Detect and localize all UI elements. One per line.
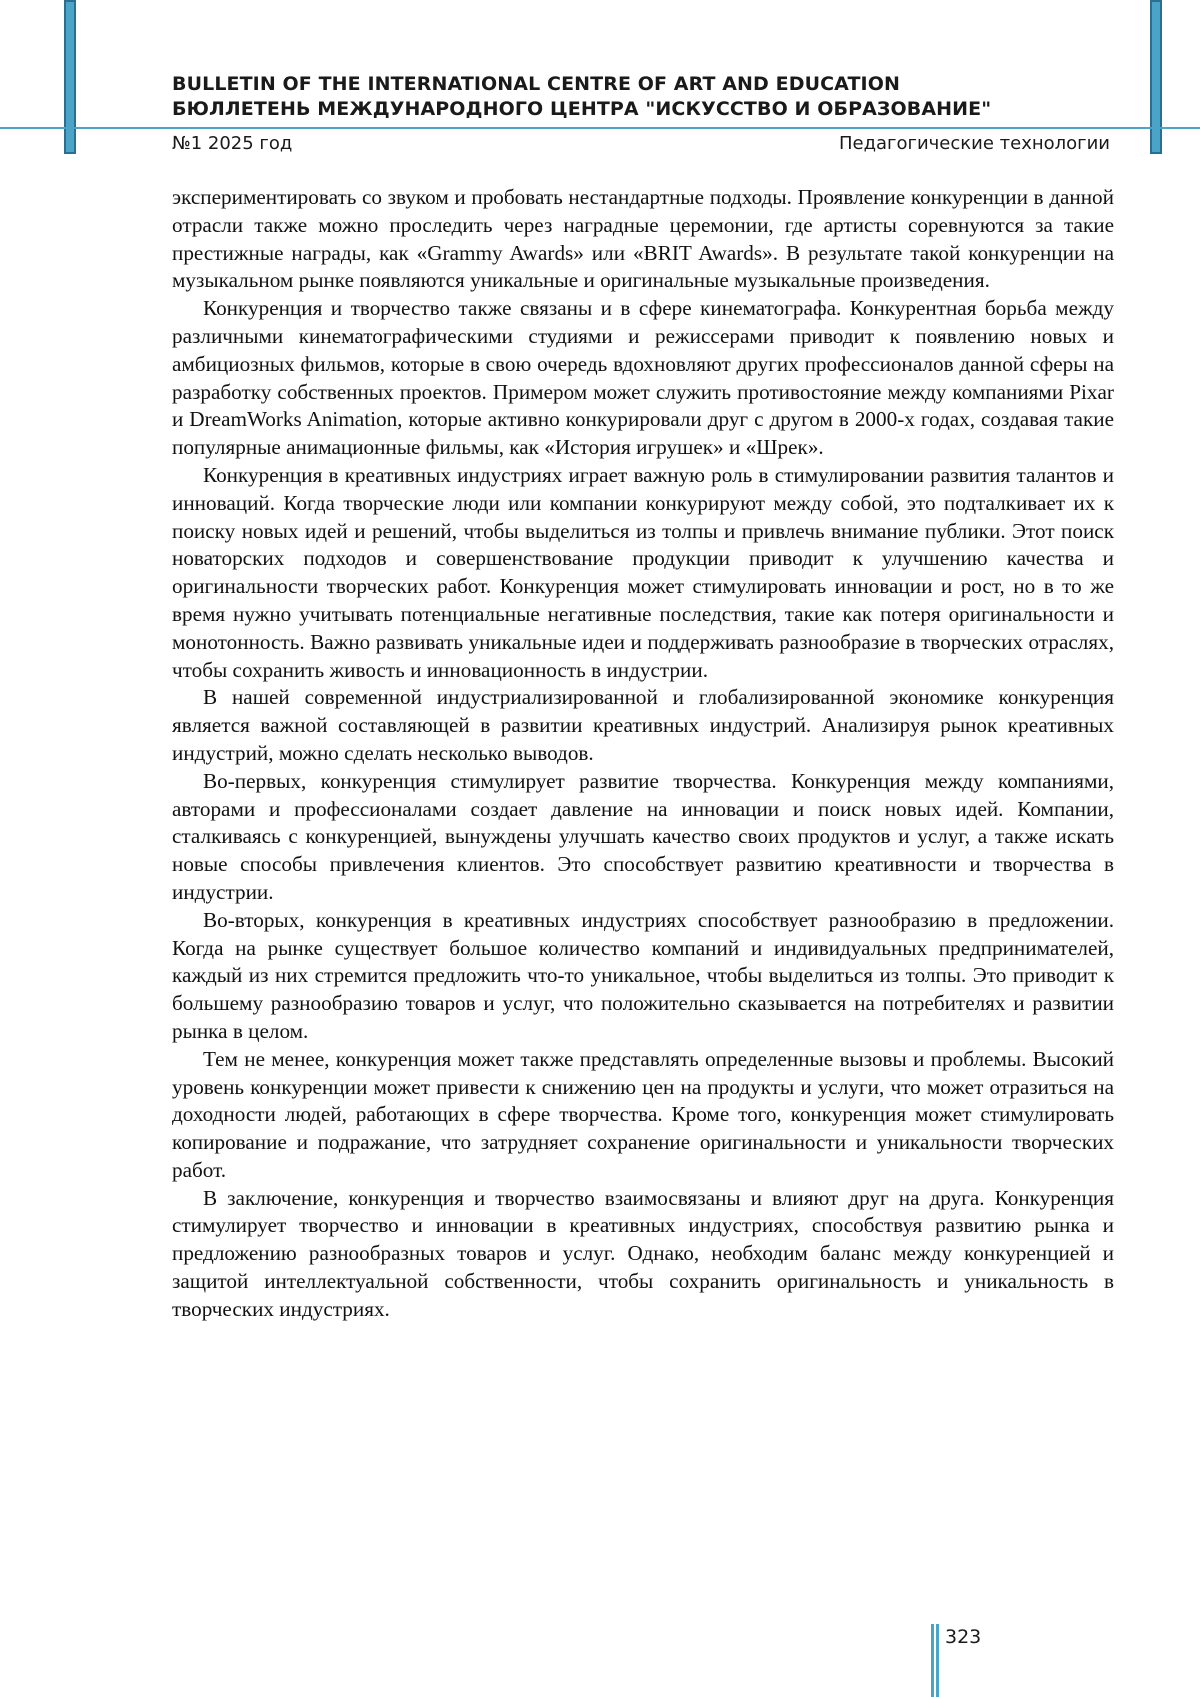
footer-accent-line-secondary — [936, 1624, 939, 1697]
footer-accent-line — [931, 1624, 934, 1697]
paragraph-second-conclusion: Во-вторых, конкуренция в креативных индустриях способствует разнообразию в предложении. Когда на рынке существует большое количество компаний и индивидуальных предпринимателей, каждый из них стремится предложить что-то уникальное, чтобы выделиться из толпы. Это приводит к большему разнообразию товаров и услуг, что положительно сказывается на потребителях и развитии рынка в целом. — [172, 907, 1114, 1043]
paragraph-continued: экспериментировать со звуком и пробовать нестандартные подходы. Проявление конкуренции в данной отрасли также можно проследить через наградные церемонии, где артисты соревнуются за такие престижные награды, как «Grammy Awards» или «BRIT Awards». В результате такой конкуренции на музыкальном рынке появляются уникальные и оригинальные музыкальные произведения. — [172, 185, 1114, 293]
header-accent-bar-right — [1150, 0, 1162, 154]
article-body — [172, 184, 1114, 1324]
issue-info-row — [172, 133, 1110, 157]
page-number: 323 — [945, 1626, 982, 1648]
header-accent-bar-left — [64, 0, 76, 154]
paragraph-economy: В нашей современной индустриализированной и глобализированной экономике конкуренция является важной составляющей в развитии креативных индустрий. Анализируя рынок креативных индустрий, можно сделать несколько выводов. — [172, 685, 1114, 765]
section-name: Педагогические технологии — [838, 133, 1110, 154]
journal-title-russian: БЮЛЛЕТЕНЬ МЕЖДУНАРОДНОГО ЦЕНТРА "ИСКУССТВО И ОБРАЗОВАНИЕ" — [172, 98, 992, 120]
paragraph-challenges: Тем не менее, конкуренция может также представлять определенные вызовы и проблемы. Высокий уровень конкуренции может привести к снижению цен на продукты и услуги, что может отразиться на доходности людей, работающих в сфере творчества. Кроме того, конкуренция может стимулировать копирование и подражание, что затрудняет сохранение оригинальности и уникальности творческих работ. — [172, 1046, 1114, 1182]
paragraph-first-conclusion: Во-первых, конкуренция стимулирует развитие творчества. Конкуренция между компаниями, авторами и профессионалами создает давление на инновации и поиск новых идей. Компании, сталкиваясь с конкуренцией, вынуждены улучшать качество своих продуктов и услуг, а также искать новые способы привлечения клиентов. Это способствует развитию креативности и творчества в индустрии. — [172, 768, 1114, 904]
issue-number: №1 2025 год — [172, 133, 293, 154]
journal-title — [172, 72, 1132, 122]
paragraph-conclusion: В заключение, конкуренция и творчество взаимосвязаны и влияют друг на друга. Конкуренция стимулирует творчество и инновации в креативных индустриях, способствуя развитию рынка и предложению разнообразных товаров и услуг. Однако, необходим баланс между конкуренцией и защитой интеллектуальной собственности, чтобы сохранить оригинальность и уникальность в творческих индустриях. — [172, 1185, 1114, 1321]
paragraph-cinema: Конкуренция и творчество также связаны и в сфере кинематографа. Конкурентная борьба между различными кинематографическими студиями и режиссерами приводит к появлению новых и амбициозных фильмов, которые в свою очередь вдохновляют других профессионалов данной сферы на разработку собственных проектов. Примером может служить противостояние между компаниями Pixar и DreamWorks Animation, которые активно конкурировали друг с другом в 2000-х годах, создавая такие популярные анимационные фильмы, как «История игрушек» и «Шрек». — [172, 296, 1114, 460]
header-divider — [0, 127, 1200, 129]
journal-title-english: BULLETIN OF THE INTERNATIONAL CENTRE OF ART AND EDUCATION — [172, 73, 900, 95]
paragraph-talent-innovation: Конкуренция в креативных индустриях играет важную роль в стимулировании развития талантов и инноваций. Когда творческие люди или компании конкурируют между собой, это подталкивает их к поиску новых идей и решений, чтобы выделиться из толпы и привлечь внимание публики. Этот поиск новаторских подходов и совершенствование продукции приводит к улучшению качества и оригинальности творческих работ. Конкуренция может стимулировать инновации и рост, но в то же время нужно учитывать потенциальные негативные последствия, такие как потеря оригинальности и монотонность. Важно развивать уникальные идеи и поддерживать разнообразие в творческих отраслях, чтобы сохранить живость и инновационность в индустрии. — [172, 462, 1114, 682]
